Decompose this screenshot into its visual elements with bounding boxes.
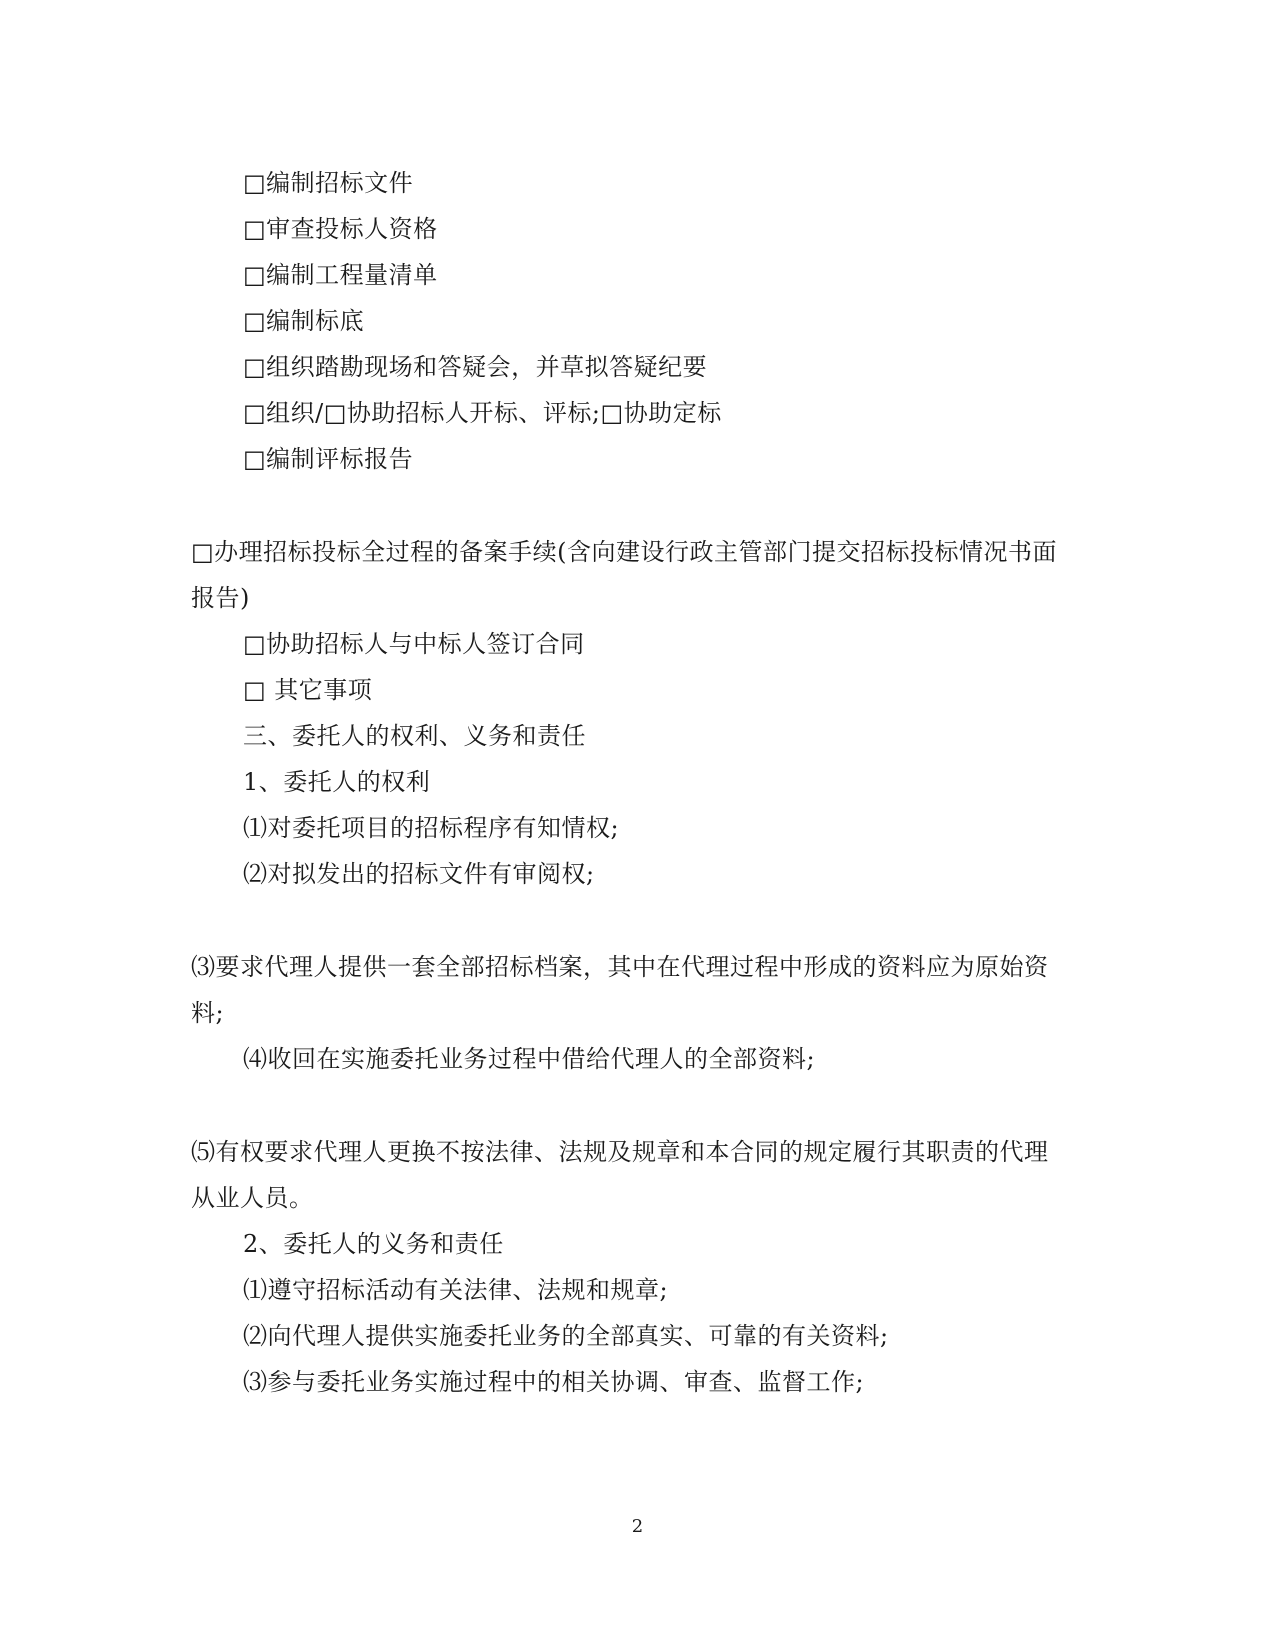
item-prepare-tender-documents: □编制招标文件 [243, 169, 414, 197]
clause-duty-1: ⑴遵守招标活动有关法律、法规和规章; [243, 1276, 669, 1304]
item-review-bidder-qualification: □审查投标人资格 [243, 215, 438, 243]
item-prepare-bill-of-quantities: □编制工程量清单 [243, 261, 438, 289]
item-site-visit-and-qa: □组织踏勘现场和答疑会，并草拟答疑纪要 [243, 353, 708, 381]
clause-duty-3: ⑶参与委托业务实施过程中的相关协调、审查、监督工作; [243, 1368, 865, 1396]
section-heading-principal-rights: 三、委托人的权利、义务和责任 [243, 722, 586, 750]
clause-right-5: ⑸有权要求代理人更换不按法律、法规及规章和本合同的规定履行其职责的代理 [191, 1138, 1049, 1166]
clause-right-4: ⑷收回在实施委托业务过程中借给代理人的全部资料; [243, 1045, 816, 1073]
item-prepare-base-price: □编制标底 [243, 307, 365, 335]
clause-right-1: ⑴对委托项目的招标程序有知情权; [243, 814, 620, 842]
item-filing-procedures: □办理招标投标全过程的备案手续(含向建设行政主管部门提交招标投标情况书面 [191, 538, 1058, 566]
item-bid-opening-evaluation: □组织/□协助招标人开标、评标;□协助定标 [243, 399, 722, 427]
page-number: 2 [631, 1516, 644, 1537]
item-other-matters: □ 其它事项 [243, 676, 373, 704]
subsection-heading-principal-duties: 2、委托人的义务和责任 [243, 1230, 504, 1258]
clause-right-3: ⑶要求代理人提供一套全部招标档案，其中在代理过程中形成的资料应为原始资 [191, 953, 1049, 981]
subsection-heading-principal-rights: 1、委托人的权利 [243, 768, 431, 796]
clause-duty-2: ⑵向代理人提供实施委托业务的全部真实、可靠的有关资料; [243, 1322, 889, 1350]
item-filing-procedures-continued: 报告) [191, 584, 250, 612]
item-assist-contract-signing: □协助招标人与中标人签订合同 [243, 630, 585, 658]
clause-right-2: ⑵对拟发出的招标文件有审阅权; [243, 860, 595, 888]
item-evaluation-report: □编制评标报告 [243, 445, 414, 473]
clause-right-3-continued: 料; [191, 999, 225, 1027]
clause-right-5-continued: 从业人员。 [191, 1184, 314, 1212]
